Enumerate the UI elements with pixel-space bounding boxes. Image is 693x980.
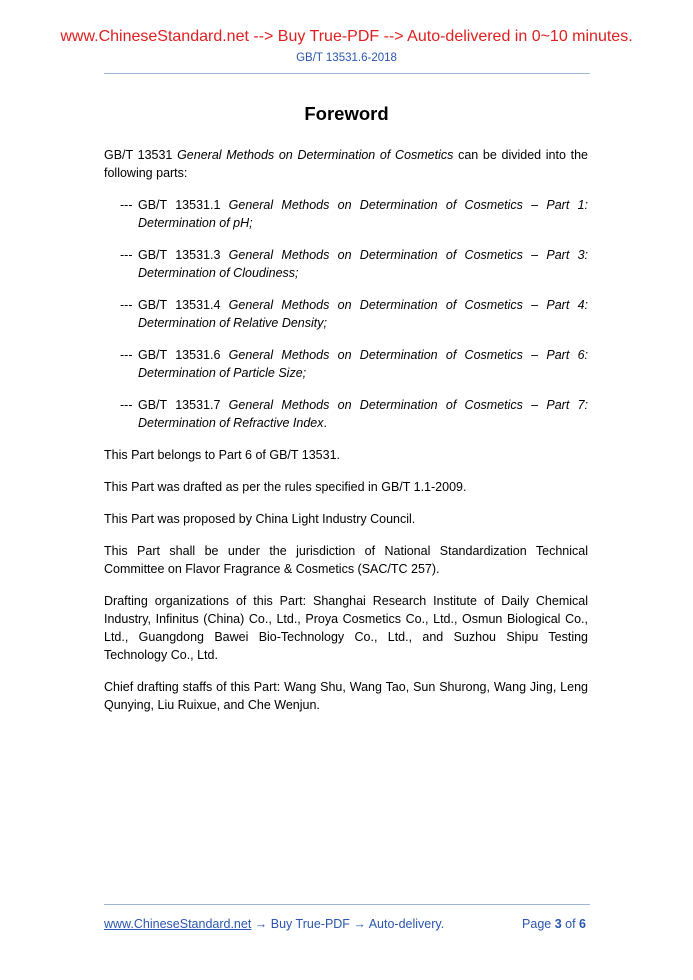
page-title: Foreword — [304, 103, 389, 124]
page-total: 6 — [579, 917, 586, 931]
proposed-paragraph: This Part was proposed by China Light Industry Council. — [104, 512, 416, 526]
list-item — [104, 296, 588, 332]
footer-promo-text: → Buy True-PDF → Auto-delivery. — [251, 917, 445, 931]
list-item — [104, 196, 588, 232]
part-title: General Methods on Determination of Cosmetics – Part 7: Determination of Refractive Index — [138, 398, 589, 430]
list-item — [104, 346, 588, 382]
page-current: 3 — [554, 917, 562, 931]
jurisdiction-paragraph: This Part shall be under the jurisdiction of National Standardization Technical Committee on Flavor Fragrance & Cosmetics (SAC/TC 257). — [104, 544, 588, 576]
belongs-paragraph: This Part belongs to Part 6 of GB/T 13531. — [104, 448, 341, 462]
page-number — [522, 916, 586, 932]
part-title: General Methods on Determination of Cosmetics – Part 4: Determination of Relative Density; — [138, 298, 589, 330]
footer-divider — [104, 904, 590, 905]
header-divider — [104, 73, 590, 74]
list-dash: --- — [120, 348, 133, 362]
list-dash: --- — [120, 198, 133, 212]
parts-list — [104, 196, 588, 432]
part-code: GB/T 13531.7 — [138, 398, 229, 412]
list-dash: --- — [120, 298, 133, 312]
intro-paragraph — [104, 146, 588, 182]
list-item — [104, 246, 588, 282]
part-code: GB/T 13531.6 — [138, 348, 229, 362]
part-title: General Methods on Determination of Cosmetics – Part 3: Determination of Cloudiness; — [138, 248, 589, 280]
organizations-paragraph: Drafting organizations of this Part: Shanghai Research Institute of Daily Chemical Industry, Infinitus (China) Co., Ltd., Proya Cosmetics Co., Ltd., Osmun Biological Co., Ltd., Guangdong Bawei Bio-Technology Co., Ltd., and Suzhou Shipu Testing Technology Co., Ltd. — [104, 594, 588, 662]
intro-code: GB/T 13531 — [104, 148, 178, 162]
part-code: GB/T 13531.1 — [138, 198, 229, 212]
page-label: Page — [522, 917, 555, 931]
part-code: GB/T 13531.4 — [138, 298, 229, 312]
intro-title: General Methods on Determination of Cosmetics — [177, 148, 454, 162]
part-title: General Methods on Determination of Cosmetics – Part 1: Determination of pH; — [138, 198, 589, 230]
list-item — [104, 396, 588, 432]
footer-promo — [104, 916, 444, 932]
part-title: General Methods on Determination of Cosmetics – Part 6: Determination of Particle Size; — [138, 348, 589, 380]
document-id: GB/T 13531.6-2018 — [296, 52, 397, 64]
drafted-paragraph: This Part was drafted as per the rules specified in GB/T 1.1-2009. — [104, 480, 467, 494]
list-dash: --- — [120, 398, 133, 412]
intro-rest: can be divided into the following parts: — [104, 148, 588, 180]
top-banner[interactable]: www.ChineseStandard.net --> Buy True-PDF --> Auto-delivered in 0~10 minutes. — [60, 28, 633, 45]
staffs-paragraph: Chief drafting staffs of this Part: Wang Shu, Wang Tao, Sun Shurong, Wang Jing, Leng Qunying, Liu Ruixue, and Che Wenjun. — [104, 680, 588, 712]
part-code: GB/T 13531.3 — [138, 248, 229, 262]
page-of: of — [561, 917, 580, 931]
foreword-body — [104, 146, 588, 728]
list-dash: --- — [120, 248, 133, 262]
footer-link[interactable]: www.ChineseStandard.net — [104, 917, 252, 931]
page-footer — [104, 916, 590, 932]
part-end: . — [323, 416, 327, 430]
